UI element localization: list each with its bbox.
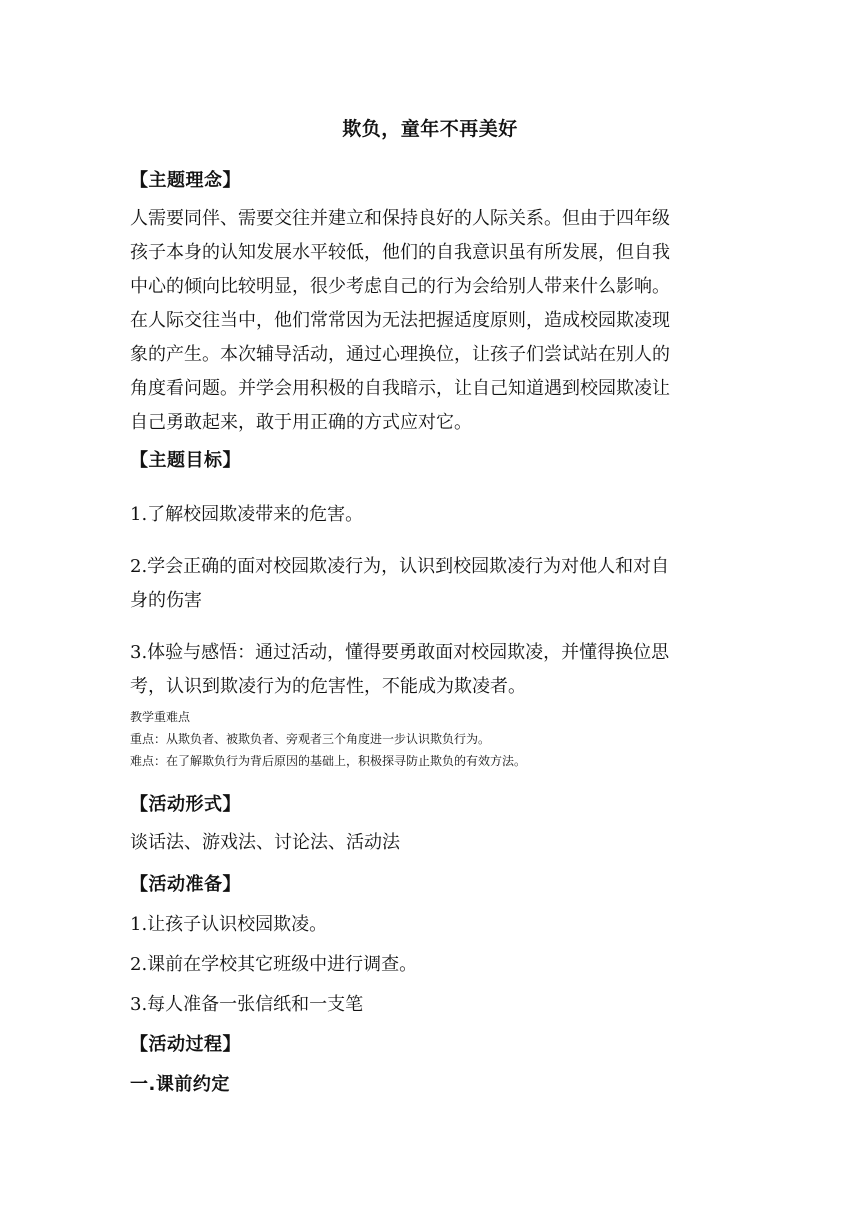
goal-item-2-line: 2.学会正确的面对校园欺凌行为，认识到校园欺凌行为对他人和对自 bbox=[130, 556, 670, 577]
theme-concept-line: 人需要同伴、需要交往并建立和保持良好的人际关系。但由于四年级 bbox=[130, 208, 670, 229]
activity-form-text: 谈话法、游戏法、讨论法、活动法 bbox=[130, 832, 400, 853]
goal-item-3-line: 考，认识到欺凌行为的危害性，不能成为欺凌者。 bbox=[130, 676, 526, 697]
prep-item-2: 2.课前在学校其它班级中进行调查。 bbox=[130, 954, 418, 975]
key-point: 重点：从欺负者、被欺负者、旁观者三个角度进一步认识欺负行为。 bbox=[130, 732, 491, 746]
theme-concept-line: 自己勇敢起来，敢于用正确的方式应对它。 bbox=[130, 412, 472, 433]
difficult-point: 难点：在了解欺负行为背后原因的基础上，积极探寻防止欺负的有效方法。 bbox=[130, 754, 527, 768]
goal-item-3-line: 3.体验与感悟：通过活动，懂得要勇敢面对校园欺凌，并懂得换位思 bbox=[130, 642, 670, 663]
theme-concept-line: 角度看问题。并学会用积极的自我暗示，让自己知道遇到校园欺凌让 bbox=[130, 378, 670, 399]
theme-concept-line: 中心的倾向比较明显，很少考虑自己的行为会给别人带来什么影响。 bbox=[130, 276, 670, 297]
goal-item-2-line: 身的伤害 bbox=[130, 590, 202, 611]
heading-theme-concept: 【主题理念】 bbox=[130, 170, 241, 191]
prep-item-3: 3.每人准备一张信纸和一支笔 bbox=[130, 994, 364, 1015]
goal-item-1: 1.了解校园欺凌带来的危害。 bbox=[130, 504, 364, 525]
theme-concept-line: 在人际交往当中，他们常常因为无法把握适度原则，造成校园欺凌现 bbox=[130, 310, 670, 331]
heading-theme-goal: 【主题目标】 bbox=[130, 450, 241, 471]
theme-concept-line: 孩子本身的认知发展水平较低，他们的自我意识虽有所发展，但自我 bbox=[130, 242, 670, 263]
heading-activity-prep: 【活动准备】 bbox=[130, 874, 241, 895]
prep-item-1: 1.让孩子认识校园欺凌。 bbox=[130, 914, 328, 935]
heading-activity-form: 【活动形式】 bbox=[130, 794, 241, 815]
theme-concept-line: 象的产生。本次辅导活动，通过心理换位，让孩子们尝试站在别人的 bbox=[130, 344, 670, 365]
document-title: 欺负，童年不再美好 bbox=[342, 118, 518, 140]
key-points-title: 教学重难点 bbox=[130, 710, 191, 724]
heading-activity-process: 【活动过程】 bbox=[130, 1034, 241, 1055]
process-step-1: 一.课前约定 bbox=[130, 1074, 230, 1095]
